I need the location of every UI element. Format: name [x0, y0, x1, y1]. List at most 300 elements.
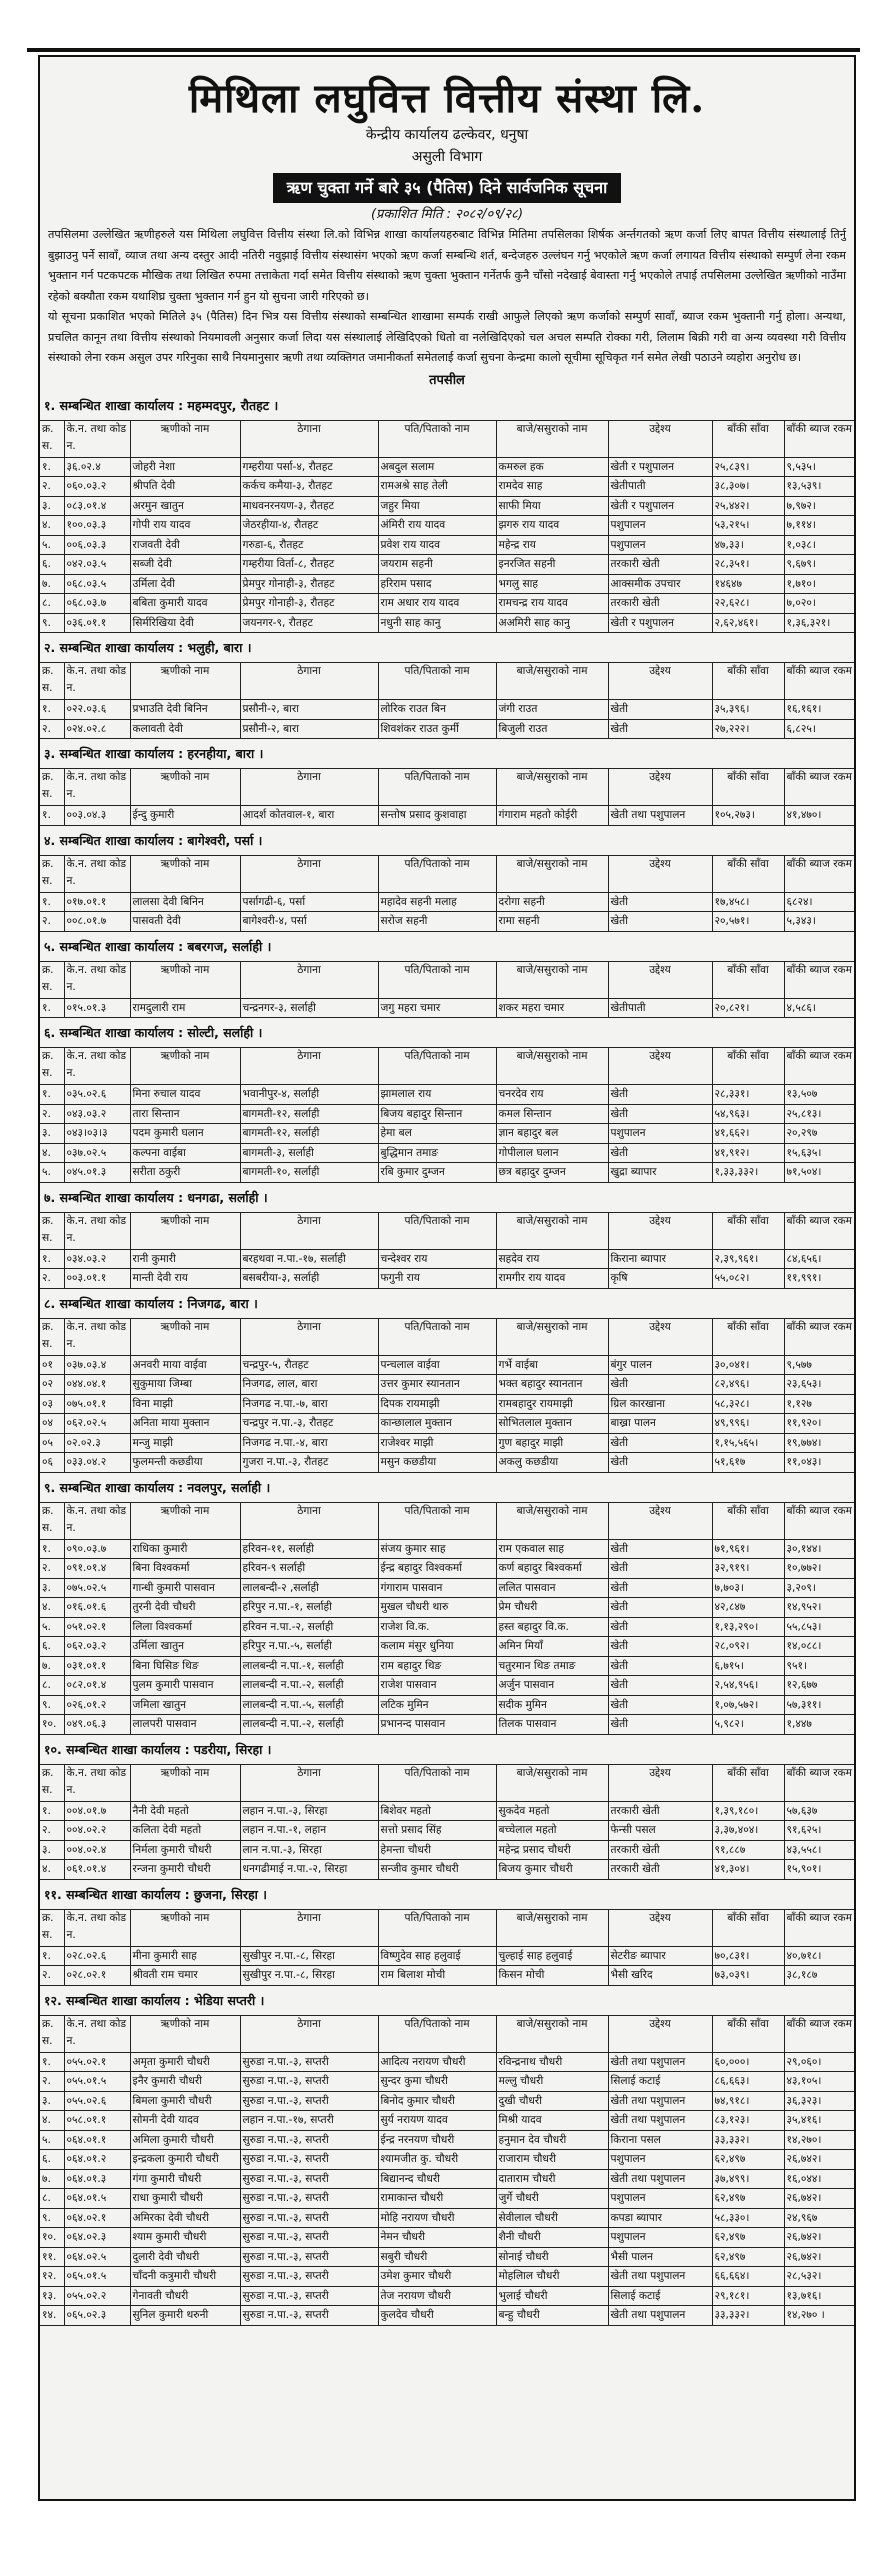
- table-cell: ०४९.०६.३: [64, 1715, 130, 1735]
- table-cell: भुलाई चौधरी: [496, 2286, 608, 2306]
- table-cell: ३३,३३२।: [712, 2306, 784, 2326]
- table-row: [40, 719, 854, 739]
- table-cell: कलावती देवी: [130, 719, 240, 739]
- table-cell: अबदुल सलाम: [378, 457, 496, 477]
- table-cell: तरकारी खेती: [608, 594, 712, 614]
- table-cell: ९१,८८७: [712, 1840, 784, 1860]
- table-row: [40, 2130, 854, 2150]
- table-cell: खेती र पशुपालन: [608, 496, 712, 516]
- table-cell: ०३१.०१.१: [64, 1656, 130, 1676]
- table-cell: ३.: [40, 1124, 64, 1144]
- table-cell: ०१: [40, 1355, 64, 1375]
- table-cell: कलिता देवी महतो: [130, 1821, 240, 1841]
- column-header: पति/पिताको नाम: [378, 1502, 496, 1539]
- table-cell: ९,५३५।: [784, 457, 854, 477]
- table-cell: पन्चलाल वाईवा: [378, 1355, 496, 1375]
- table-cell: २८,३३१।: [712, 1085, 784, 1105]
- table-cell: राजेश्वर माझी: [378, 1433, 496, 1453]
- table-header-row: [40, 1909, 854, 1946]
- notice-paragraph-1: तपसिलमा उल्लेखित ऋणीहरुले यस मिथिला लघुवित्त वित्तीय संस्था लि.को विभिन्न शाखा कार्यालयहरुबाट विभिन्न मितिमा तपसिलका शिर्षक अर्न्तगतको ऋण कर्जा लिए बापत वित्तीय संस्थालाई तिर्नु बुझाउनु पर्ने सावाँ, व्याज तथा अन्य दस्तुर आदी नतिरी नवुझाई वित्तीय संस्थासंग भएको ऋण कर्जा सम्बन्धि शर्त, बन्देजहरु उल्लंघन गर्नु भएकोले ऋण कर्जा लगायत वित्तीय संस्थाको सम्पुर्ण लेना रकम भुक्तान गर्न पटकपटक मौखिक तथा लिखित रुपमा तत्ताकेता गर्दा समेत वित्तीय संस्थाको ऋण चुक्ता भुक्तान गर्नेतर्फ कुनै चाँसो नदेखाई बेवास्ता गर्नु भएकोले तपाई तपसिलमा उल्लेखित ऋणीको नाउँमा रहेको बक्यौता रकम यथाशिघ्र चुक्ता भुक्तान गर्न हुन यो सुचना जारी गरिएको छ।: [48, 228, 846, 303]
- table-cell: जगु महरा चमार: [378, 998, 496, 1018]
- table-header-row: [40, 1048, 854, 1085]
- column-header: बाँकी साँवा: [712, 1764, 784, 1801]
- table-row: [40, 1559, 854, 1579]
- table-cell: रामअश्रे साह तेली: [378, 477, 496, 497]
- table-cell: १.: [40, 1249, 64, 1269]
- table-cell: बिजय बहादुर सिन्तान: [378, 1104, 496, 1124]
- table-row: [40, 2306, 854, 2326]
- section-title: ६. सम्बन्धित शाखा कार्यालय : सोल्टी, सर्लाही ।: [44, 1025, 263, 1040]
- column-header: ऋणीको नाम: [130, 1764, 240, 1801]
- table-cell: तुरनी देवी चौधरी: [130, 1598, 240, 1618]
- column-header: के.न. तथा कोड न.: [64, 420, 130, 457]
- table-cell: सुखीपुर न.पा.-८, सिरहा: [240, 1946, 378, 1966]
- table-cell: जमिला खातुन: [130, 1695, 240, 1715]
- table-cell: ७१,९६१।: [712, 1539, 784, 1559]
- table-cell: १३.: [40, 2286, 64, 2306]
- table-cell: अकलु कछडीया: [496, 1453, 608, 1473]
- table-cell: खेतीपाती: [608, 477, 712, 497]
- table-cell: सन्तोष प्रसाद कुशवाहा: [378, 806, 496, 826]
- borrower-table: [40, 855, 854, 932]
- column-header: बाँकी साँवा: [712, 855, 784, 892]
- table-cell: प्रवेश राय यादव: [378, 535, 496, 555]
- column-header: बाजे/ससुराको नाम: [496, 663, 608, 700]
- table-cell: लालबन्दी-२ ,सर्लाही: [240, 1578, 378, 1598]
- table-cell: ०३७.०२.५: [64, 1143, 130, 1163]
- table-cell: ८४,६५६।: [784, 1249, 854, 1269]
- table-cell: भगलु साह: [496, 574, 608, 594]
- table-cell: खेती: [608, 1453, 712, 1473]
- table-cell: २६,७४२।: [784, 2247, 854, 2267]
- table-cell: ०५५.०२.२: [64, 2286, 130, 2306]
- table-cell: ६०,०००।: [712, 2052, 784, 2072]
- borrower-table: [40, 961, 854, 1019]
- table-cell: ७.: [40, 1656, 64, 1676]
- table-cell: निर्मला कुमारी चौधरी: [130, 1840, 240, 1860]
- table-cell: गर्भे वाईबा: [496, 1355, 608, 1375]
- section-title: ८. सम्बन्धित शाखा कार्यालय : निजगढ, बारा ।: [44, 1295, 258, 1311]
- table-cell: ३,३७,४०४।: [712, 1821, 784, 1841]
- table-cell: अमिरका देवी चौधरी: [130, 2208, 240, 2228]
- column-header: पति/पिताको नाम: [378, 663, 496, 700]
- organization-title: मिथिला लघुवित्त वित्तीय संस्था लि.: [188, 75, 706, 122]
- table-cell: अअमिरी साह कानु: [496, 613, 608, 633]
- table-row: [40, 1124, 854, 1144]
- table-cell: खेती: [608, 1085, 712, 1105]
- column-header: उद्देश्य: [608, 1318, 712, 1355]
- column-header: पति/पिताको नाम: [378, 1764, 496, 1801]
- table-cell: चन्द्रपुर न.पा.-३, रौतहट: [240, 1414, 378, 1434]
- notice-frame: [38, 55, 856, 2501]
- banner-wrap: [40, 173, 854, 203]
- table-cell: भवानीपुर-४, सर्लाही: [240, 1085, 378, 1105]
- table-cell: सबुरी चौधरी: [378, 2247, 496, 2267]
- table-cell: १.: [40, 1946, 64, 1966]
- column-header: क्र. स.: [40, 1212, 64, 1249]
- column-header: ऋणीको नाम: [130, 1909, 240, 1946]
- table-cell: ग्रिल कारखाना: [608, 1394, 712, 1414]
- table-cell: सुरुडा न.पा.-३, सप्तरी: [240, 2267, 378, 2287]
- table-cell: जयराम सहनी: [378, 555, 496, 575]
- table-cell: विष्णुदेव साह हलुवाई: [378, 1946, 496, 1966]
- table-row: [40, 806, 854, 826]
- column-header: के.न. तथा कोड न.: [64, 1212, 130, 1249]
- table-cell: सुरुडा न.पा.-३, सप्तरी: [240, 2091, 378, 2111]
- table-cell: खेती: [608, 700, 712, 720]
- branch-section: [40, 391, 854, 634]
- table-cell: ज्ञान बहादुर बल: [496, 1124, 608, 1144]
- table-cell: लालबन्दी न.पा.-५, सर्लाही: [240, 1695, 378, 1715]
- branch-section: [40, 739, 854, 826]
- table-cell: २.: [40, 477, 64, 497]
- table-cell: कमल सिन्तान: [496, 1104, 608, 1124]
- table-cell: ०२४.०२.८: [64, 719, 130, 739]
- table-cell: सहदेव राय: [496, 1249, 608, 1269]
- table-cell: तारा सिन्तान: [130, 1104, 240, 1124]
- table-cell: ७,११४।: [784, 516, 854, 536]
- borrower-table: [40, 1212, 854, 1289]
- column-header: पति/पिताको नाम: [378, 1048, 496, 1085]
- column-header: बाँकी ब्याज रकम: [784, 855, 854, 892]
- table-cell: २५,८३९।: [712, 457, 784, 477]
- section-title: १. सम्बन्धित शाखा कार्यालय : महम्मदपुर, रौतहट ।: [44, 397, 279, 413]
- table-cell: ०५५.०१.५: [64, 2072, 130, 2092]
- table-cell: १.: [40, 2052, 64, 2072]
- table-cell: कुलदेव चौधरी: [378, 2306, 496, 2326]
- table-cell: तरकारी खेती: [608, 555, 712, 575]
- table-cell: १९,७७४।: [784, 1433, 854, 1453]
- table-row: [40, 1821, 854, 1841]
- table-cell: ०९१.०१.४: [64, 1559, 130, 1579]
- column-header: ठेगाना: [240, 1764, 378, 1801]
- table-cell: महेन्द्र प्रसाद चौधरी: [496, 1840, 608, 1860]
- table-cell: चुल्हाई साह हलुवाई: [496, 1946, 608, 1966]
- table-cell: ९५१।: [784, 1656, 854, 1676]
- table-cell: २६,७४२।: [784, 2228, 854, 2248]
- table-cell: ००३.०१.१: [64, 1269, 130, 1289]
- table-cell: तरकारी खेती: [608, 1840, 712, 1860]
- column-header: बाँकी ब्याज रकम: [784, 1502, 854, 1539]
- table-cell: सरोज सहनी: [378, 912, 496, 932]
- table-cell: सुरुडा न.पा.-३, सप्तरी: [240, 2169, 378, 2189]
- table-cell: ०६५.०२.३: [64, 2306, 130, 2326]
- table-cell: २०,२९७: [784, 1124, 854, 1144]
- table-cell: ०३७.०३.४: [64, 1355, 130, 1375]
- table-cell: मिना रुचाल यादव: [130, 1085, 240, 1105]
- table-cell: तरकारी खेती: [608, 1860, 712, 1880]
- table-cell: ५७,३११।: [784, 1695, 854, 1715]
- table-cell: रामदुलारी राम: [130, 998, 240, 1018]
- table-cell: ३५,४१६।: [784, 2111, 854, 2131]
- table-cell: सुरुडा न.पा.-३, सप्तरी: [240, 2228, 378, 2248]
- table-cell: ०३५.०२.६: [64, 1085, 130, 1105]
- table-cell: बागमती-१२, सर्लाही: [240, 1104, 378, 1124]
- table-cell: ०६८.०३.७: [64, 594, 130, 614]
- table-cell: किराना पसल: [608, 2130, 712, 2150]
- table-cell: ०६५.०१.५: [64, 2267, 130, 2287]
- table-cell: २.: [40, 1966, 64, 1986]
- table-cell: कर्ण बहादुर बिश्वकर्मा: [496, 1559, 608, 1579]
- table-cell: ०१७.०१.१: [64, 892, 130, 912]
- column-header: बाजे/ससुराको नाम: [496, 2015, 608, 2052]
- table-row: [40, 1946, 854, 1966]
- section-title: ४. सम्बन्धित शाखा कार्यालय : बागेश्वरी, पर्सा ।: [44, 832, 263, 848]
- table-row: [40, 1163, 854, 1183]
- table-cell: धनगढीमाई न.पा.-२, सिरहा: [240, 1860, 378, 1880]
- table-row: [40, 496, 854, 516]
- column-header: के.न. तथा कोड न.: [64, 855, 130, 892]
- table-cell: फेन्सी पसल: [608, 1821, 712, 1841]
- column-header: बाजे/ससुराको नाम: [496, 420, 608, 457]
- table-cell: २.: [40, 1559, 64, 1579]
- column-header: बाँकी ब्याज रकम: [784, 1318, 854, 1355]
- column-header: बाँकी ब्याज रकम: [784, 420, 854, 457]
- table-cell: ६२,४९७: [712, 2189, 784, 2209]
- table-cell: रामचन्द्र राय यादव: [496, 594, 608, 614]
- table-row: [40, 1656, 854, 1676]
- table-cell: सुन्दर कुमा चौधरी: [378, 2072, 496, 2092]
- table-cell: १.: [40, 806, 64, 826]
- table-cell: राधिका कुमारी: [130, 1539, 240, 1559]
- column-header: के.न. तथा कोड न.: [64, 2015, 130, 2052]
- top-rule: [27, 48, 860, 52]
- table-cell: रामाकान्त चौधरी: [378, 2189, 496, 2209]
- table-cell: ४१,६६२।: [712, 1124, 784, 1144]
- table-cell: उर्मिला खातुन: [130, 1637, 240, 1657]
- borrower-table: [40, 1909, 854, 1986]
- table-row: [40, 1269, 854, 1289]
- table-cell: ३६,३२३।: [784, 2091, 854, 2111]
- table-cell: आक्समीक उपचार: [608, 574, 712, 594]
- table-cell: खेती: [608, 912, 712, 932]
- table-cell: २७,२२२।: [712, 719, 784, 739]
- table-row: [40, 1104, 854, 1124]
- table-cell: पशुपालन: [608, 2228, 712, 2248]
- table-cell: गेनावती चौधरी: [130, 2286, 240, 2306]
- table-cell: ६८२४।: [784, 892, 854, 912]
- branch-section: [40, 932, 854, 1019]
- table-cell: राजेश पासवान: [378, 1676, 496, 1696]
- table-cell: सुरुडा न.पा.-३, सप्तरी: [240, 2150, 378, 2170]
- table-cell: ३.: [40, 1840, 64, 1860]
- table-cell: ५३,२१५।: [712, 516, 784, 536]
- column-header: क्र. स.: [40, 1048, 64, 1085]
- column-header: ऋणीको नाम: [130, 1048, 240, 1085]
- table-cell: १०,७७२।: [784, 1559, 854, 1579]
- table-cell: खेती र पशुपालन: [608, 613, 712, 633]
- table-cell: सुरुडा न.पा.-३, सप्तरी: [240, 2247, 378, 2267]
- table-cell: लालबन्दी न.पा.-१, सर्लाही: [240, 1656, 378, 1676]
- table-cell: १.: [40, 1085, 64, 1105]
- column-header: क्र. स.: [40, 420, 64, 457]
- table-cell: झामलाल राय: [378, 1085, 496, 1105]
- table-cell: ४३,५५८।: [784, 1840, 854, 1860]
- table-cell: १,३९,१८०।: [712, 1801, 784, 1821]
- table-cell: अमिला कुमारी चौधरी: [130, 2130, 240, 2150]
- table-cell: उत्तर कुमार स्यानतान: [378, 1375, 496, 1395]
- table-cell: ५८,३३०।: [712, 2208, 784, 2228]
- column-header: बाजे/ससुराको नाम: [496, 1764, 608, 1801]
- column-header: बाँकी साँवा: [712, 961, 784, 998]
- table-cell: खेती तथा पशुपालन: [608, 2169, 712, 2189]
- table-cell: ४,५८६।: [784, 998, 854, 1018]
- column-header: उद्देश्य: [608, 1212, 712, 1249]
- notice-paragraph-2: यो सूचना प्रकाशित भएको मितिले ३५ (पैतिस) दिन भित्र यस वित्तीय संस्थाको सम्बन्धित शाखामा सम्पर्क राखी आफुले लिएको ऋण कर्जाको सम्पुर्ण सावाँ, ब्याज रकम भुक्तानी गर्नु होला। अन्यथा, प्रचलित कानून तथा वित्तीय संस्थाको नियमावली अनुसार कर्जा लिदा यस संस्थालाई लेखिदिएको धितो वा नलेखिदिएको चल अचल सम्पति रोक्का गरी, लिलाम बिक्री गरी वा अन्य व्यवस्था गरी वित्तीय संस्थाको लेना रकम असुल उपर गरिनुका साथै नियमानुसार ऋणी तथा व्यक्तिगत जमानीकर्ता समेतलाई कर्जा सुचना केन्द्रमा कालो सूचीमा सूचिकृत गर्न समेत लेखी पठाउने व्यहोरा अनुरोध छ।: [48, 310, 846, 364]
- table-cell: १,७१०।: [784, 574, 854, 594]
- table-cell: मीना कुमारी साह: [130, 1946, 240, 1966]
- branch-section: [40, 633, 854, 739]
- table-cell: कमरुल हक: [496, 457, 608, 477]
- table-cell: २५,८१३।: [784, 1104, 854, 1124]
- table-cell: खेती: [608, 1539, 712, 1559]
- branch-section: [40, 1735, 854, 1880]
- table-cell: ३.: [40, 1578, 64, 1598]
- table-cell: ३,२०९।: [784, 1578, 854, 1598]
- table-cell: १४६४७: [712, 574, 784, 594]
- table-header-row: [40, 2015, 854, 2052]
- table-cell: राधा कुमारी चौधरी: [130, 2189, 240, 2209]
- table-cell: ६२,४९७: [712, 2247, 784, 2267]
- table-cell: सेवीलाल चौधरी: [496, 2208, 608, 2228]
- table-cell: लालबन्दी न.पा.-२, सर्लाही: [240, 1676, 378, 1696]
- table-cell: ६.: [40, 555, 64, 575]
- table-cell: ०६४.०२.३: [64, 2228, 130, 2248]
- table-cell: ०३४.०३.२: [64, 1249, 130, 1269]
- table-cell: माधवनरनयण-३, रौतहट: [240, 496, 378, 516]
- table-row: [40, 1966, 854, 1986]
- table-cell: मन्जु माझी: [130, 1433, 240, 1453]
- table-cell: मान्ती देवी राय: [130, 1269, 240, 1289]
- table-row: [40, 1249, 854, 1269]
- table-cell: ०६०.०३.२: [64, 477, 130, 497]
- table-cell: लालपरी पासवान: [130, 1715, 240, 1735]
- table-cell: ३३,३३२।: [712, 2130, 784, 2150]
- table-cell: १,१५,५६५।: [712, 1433, 784, 1453]
- table-cell: तरकारी खेती: [608, 1801, 712, 1821]
- table-row: [40, 1394, 854, 1414]
- table-cell: ०५: [40, 1433, 64, 1453]
- table-cell: बंगुर पालन: [608, 1355, 712, 1375]
- column-header: उद्देश्य: [608, 420, 712, 457]
- table-cell: कान्छालाल मुक्तान: [378, 1414, 496, 1434]
- table-cell: १५,६३५।: [784, 1143, 854, 1163]
- table-cell: २,५४,९५६।: [712, 1676, 784, 1696]
- table-cell: खेती: [608, 1715, 712, 1735]
- table-row: [40, 2267, 854, 2287]
- table-cell: पदम कुमारी घलान: [130, 1124, 240, 1144]
- table-cell: ००३.०४.३: [64, 806, 130, 826]
- table-cell: फुलमन्ती कछडीया: [130, 1453, 240, 1473]
- table-cell: राजवती देवी: [130, 535, 240, 555]
- table-cell: १२.: [40, 2267, 64, 2287]
- table-cell: ८.: [40, 594, 64, 614]
- table-row: [40, 457, 854, 477]
- branch-section: [40, 1986, 854, 2326]
- table-cell: २२,६२८।: [712, 594, 784, 614]
- table-cell: श्यामजीत कु. चौधरी: [378, 2150, 496, 2170]
- table-cell: सिलाई कटाई: [608, 2286, 712, 2306]
- column-header: बाँकी साँवा: [712, 2015, 784, 2052]
- table-cell: सुरुडा न.पा.-३, सप्तरी: [240, 2072, 378, 2092]
- table-cell: १,१३,२९०।: [712, 1617, 784, 1637]
- table-cell: सदीक मुमिन: [496, 1695, 608, 1715]
- table-cell: ०८३.०१.४: [64, 496, 130, 516]
- table-row: [40, 2228, 854, 2248]
- table-row: [40, 1860, 854, 1880]
- borrower-table: [40, 662, 854, 739]
- table-cell: ००४.०१.७: [64, 1801, 130, 1821]
- table-row: [40, 2111, 854, 2131]
- table-cell: सुरुडा न.पा.-३, सप्तरी: [240, 2286, 378, 2306]
- borrower-table: [40, 1318, 854, 1473]
- table-cell: ०४२.०३.५: [64, 555, 130, 575]
- column-header: क्र. स.: [40, 2015, 64, 2052]
- table-cell: बागमती-१०, सर्लाही: [240, 1163, 378, 1183]
- table-cell: ४१,३०४।: [712, 1860, 784, 1880]
- table-cell: राम बहादुर थिङ: [378, 1656, 496, 1676]
- column-header: ठेगाना: [240, 663, 378, 700]
- table-cell: राम बिलाश मोची: [378, 1966, 496, 1986]
- table-row: [40, 1598, 854, 1618]
- column-header: बाँकी साँवा: [712, 663, 784, 700]
- table-cell: खेती तथा पशुपालन: [608, 2052, 712, 2072]
- table-cell: खेतीपाती: [608, 998, 712, 1018]
- table-cell: चाँदनी कत्रुमारी चौधरी: [130, 2267, 240, 2287]
- column-header: बाजे/ससुराको नाम: [496, 769, 608, 806]
- column-header: बाँकी ब्याज रकम: [784, 1212, 854, 1249]
- column-header: ऋणीको नाम: [130, 769, 240, 806]
- column-header: क्र. स.: [40, 769, 64, 806]
- column-header: बाँकी ब्याज रकम: [784, 1909, 854, 1946]
- column-header: क्र. स.: [40, 1764, 64, 1801]
- table-cell: मुखल चौधरी थारु: [378, 1598, 496, 1618]
- column-header: क्र. स.: [40, 855, 64, 892]
- table-row: [40, 1433, 854, 1453]
- table-cell: पशुपालन: [608, 535, 712, 555]
- table-cell: १४.: [40, 2306, 64, 2326]
- table-cell: ४१,९१२।: [712, 1143, 784, 1163]
- table-cell: २८,०९२।: [712, 1637, 784, 1657]
- table-row: [40, 2150, 854, 2170]
- column-header: ठेगाना: [240, 1212, 378, 1249]
- table-cell: हेमन्ता चौधरी: [378, 1840, 496, 1860]
- table-header-row: [40, 961, 854, 998]
- table-cell: जोहरी नेशा: [130, 457, 240, 477]
- table-cell: लहान न.पा.-३, सिरहा: [240, 1801, 378, 1821]
- table-cell: ०५८.०१.१: [64, 2111, 130, 2131]
- table-cell: ०५५.०२.१: [64, 2052, 130, 2072]
- table-cell: ४.: [40, 1860, 64, 1880]
- table-cell: २६,७४२।: [784, 2150, 854, 2170]
- table-row: [40, 2091, 854, 2111]
- column-header: बाजे/ससुराको नाम: [496, 1048, 608, 1085]
- table-cell: निजगढ न.पा.-४, बारा: [240, 1433, 378, 1453]
- table-row: [40, 2208, 854, 2228]
- table-cell: सेटरीङ ब्यापार: [608, 1946, 712, 1966]
- details-heading: तपसील: [429, 372, 465, 388]
- table-cell: ०५१.०२.१: [64, 1617, 130, 1637]
- table-cell: गोपीलाल घलान: [496, 1143, 608, 1163]
- table-cell: ४१,४७०।: [784, 806, 854, 826]
- table-cell: ४०,७१८।: [784, 1946, 854, 1966]
- table-cell: ५.: [40, 2130, 64, 2150]
- table-cell: ०४: [40, 1414, 64, 1434]
- table-cell: २.: [40, 1269, 64, 1289]
- table-cell: ३.: [40, 2091, 64, 2111]
- table-cell: ०४३.०३.२: [64, 1104, 130, 1124]
- table-cell: अर्जुन पासवान: [496, 1676, 608, 1696]
